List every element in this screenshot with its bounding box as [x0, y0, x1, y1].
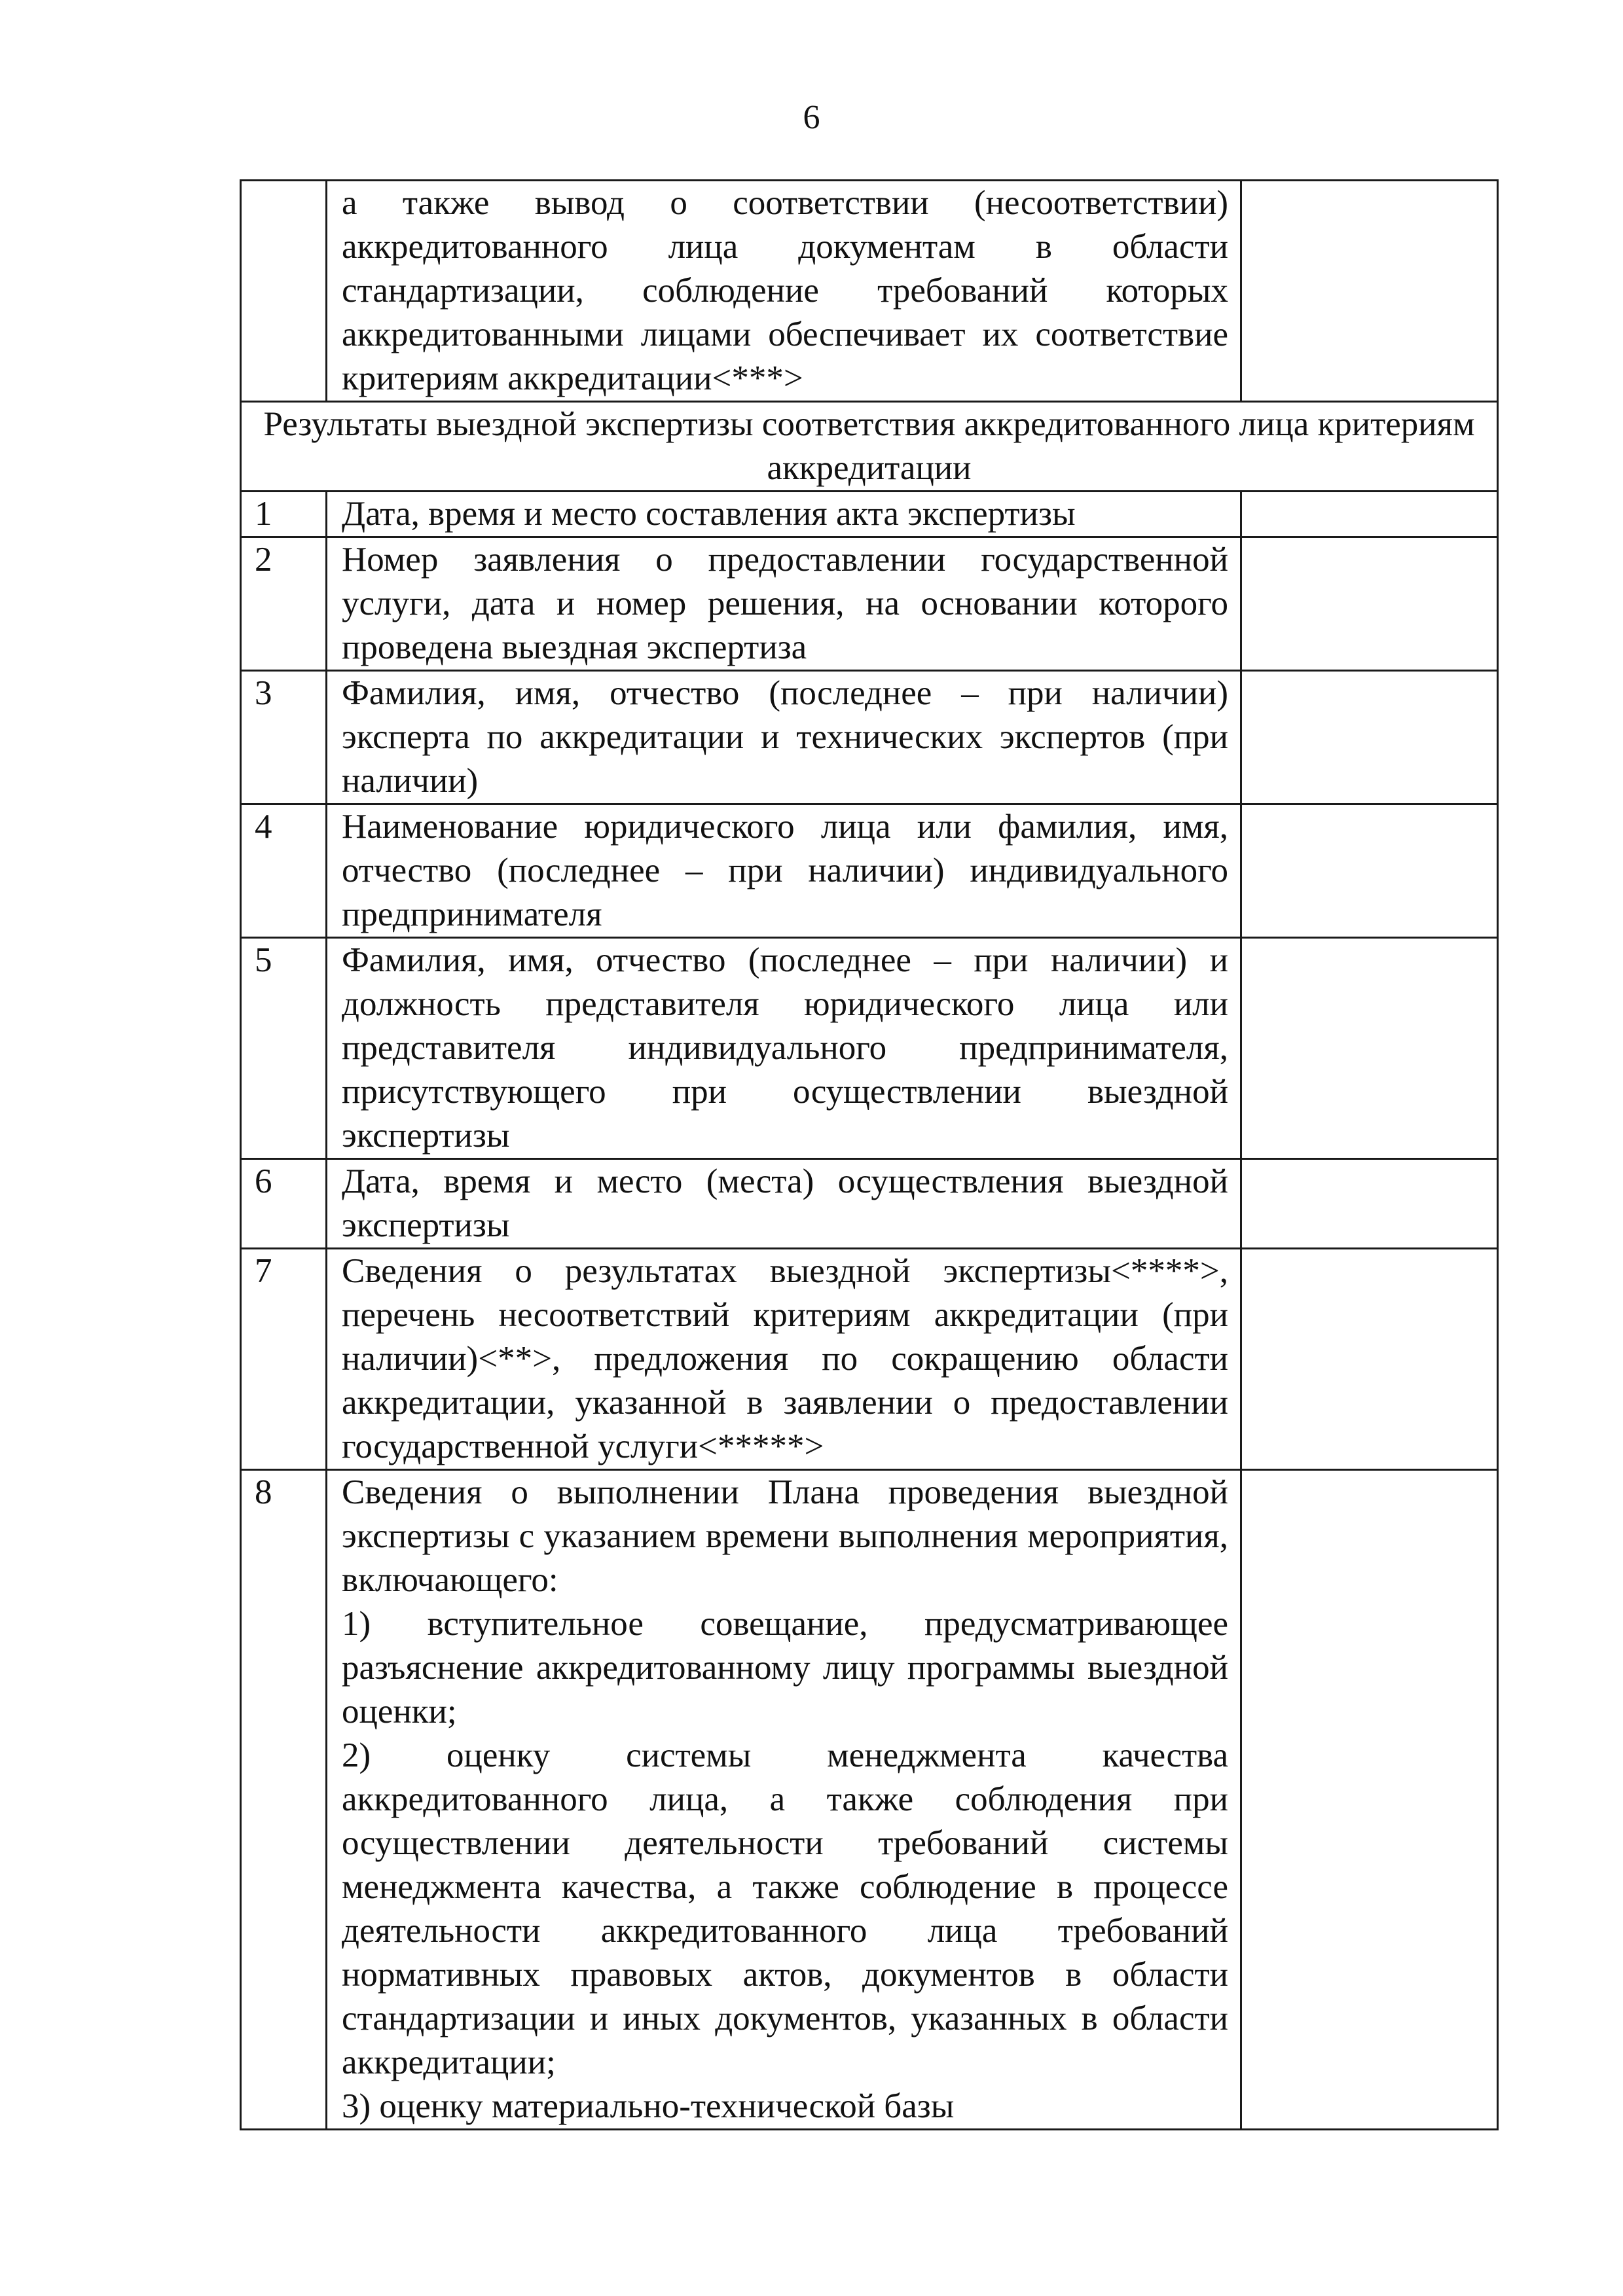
- row-paragraph: 3) оценку материально-технической базы: [342, 2087, 955, 2125]
- row-number: 8: [241, 1470, 327, 2130]
- row-paragraph: Сведения о выполнении Плана проведения выездной экспертизы с указанием времени выполнения мероприятия, включающего:: [342, 1473, 1228, 1599]
- row-text-cell: [327, 1159, 1241, 1249]
- row-number-cell: [241, 181, 327, 402]
- row-value-cell: [1241, 181, 1498, 402]
- table-row: [241, 671, 1498, 804]
- row-paragraph: Фамилия, имя, отчество (последнее – при наличии) и должность представителя юридического лица или представителя индивидуального предпринимателя, присутствующего при осуществлении выездной экспертизы: [342, 941, 1228, 1155]
- row-number: 6: [241, 1159, 327, 1249]
- row-paragraph: Фамилия, имя, отчество (последнее – при наличии) эксперта по аккредитации и технических экспертов (при наличии): [342, 674, 1228, 800]
- row-value-cell: [1241, 938, 1498, 1159]
- continuation-text: а также вывод о соответствии (несоответствии) аккредитованного лица документам в области стандартизации, соблюдение требований которых аккредитованными лицами обеспечивает их соответствие критериям аккредитации<***>: [342, 184, 1228, 397]
- row-value-cell: [1241, 537, 1498, 671]
- row-paragraph: 1) вступительное совещание, предусматривающее разъяснение аккредитованному лицу программы выездной оценки;: [342, 1605, 1228, 1731]
- row-paragraph: Сведения о результатах выездной экспертизы<****>, перечень несоответствий критериям аккредитации (при наличии)<**>, предложения по сокращению области аккредитации, указанной в заявлении о предоставлении государственной услуги<*****>: [342, 1252, 1228, 1465]
- row-paragraph: Дата, время и место составления акта экспертизы: [342, 495, 1076, 533]
- row-number: 5: [241, 938, 327, 1159]
- table-row: [241, 804, 1498, 938]
- table-row: [241, 1159, 1498, 1249]
- row-text-cell: [327, 1249, 1241, 1470]
- row-paragraph: Номер заявления о предоставлении государственной услуги, дата и номер решения, на основании которого проведена выездная экспертиза: [342, 541, 1228, 666]
- row-value-cell: [1241, 804, 1498, 938]
- row-text-cell: [327, 938, 1241, 1159]
- row-text-cell: [327, 492, 1241, 537]
- row-text-cell: [327, 1470, 1241, 2130]
- row-text-cell: [327, 804, 1241, 938]
- row-value-cell: [1241, 1470, 1498, 2130]
- section-header: Результаты выездной экспертизы соответствия аккредитованного лица критериям аккредитации: [241, 402, 1498, 492]
- row-value-cell: [1241, 492, 1498, 537]
- table-row: [241, 492, 1498, 537]
- section-header-row: [241, 402, 1498, 492]
- continuation-row: [241, 181, 1498, 402]
- row-number: 1: [241, 492, 327, 537]
- row-paragraph: Дата, время и место (места) осуществления выездной экспертизы: [342, 1162, 1228, 1244]
- row-number: 3: [241, 671, 327, 804]
- row-paragraph: Наименование юридического лица или фамилия, имя, отчество (последнее – при наличии) индивидуального предпринимателя: [342, 808, 1228, 933]
- row-text-cell: [327, 181, 1241, 402]
- table-row: [241, 1470, 1498, 2130]
- row-value-cell: [1241, 1249, 1498, 1470]
- table-row: [241, 938, 1498, 1159]
- row-paragraph: 2) оценку системы менеджмента качества аккредитованного лица, а также соблюдения при осуществлении деятельности требований системы менеджмента качества, а также соблюдение в процессе деятельности аккредитованного лица требований нормативных правовых актов, документов в области стандартизации и иных документов, указанных в области аккредитации;: [342, 1736, 1228, 2081]
- row-text-cell: [327, 671, 1241, 804]
- row-value-cell: [1241, 1159, 1498, 1249]
- expertise-table: [240, 179, 1499, 2130]
- row-number: 2: [241, 537, 327, 671]
- table-row: [241, 1249, 1498, 1470]
- row-number: 4: [241, 804, 327, 938]
- row-text-cell: [327, 537, 1241, 671]
- page-number: 6: [803, 99, 820, 136]
- row-value-cell: [1241, 671, 1498, 804]
- table-row: [241, 537, 1498, 671]
- row-number: 7: [241, 1249, 327, 1470]
